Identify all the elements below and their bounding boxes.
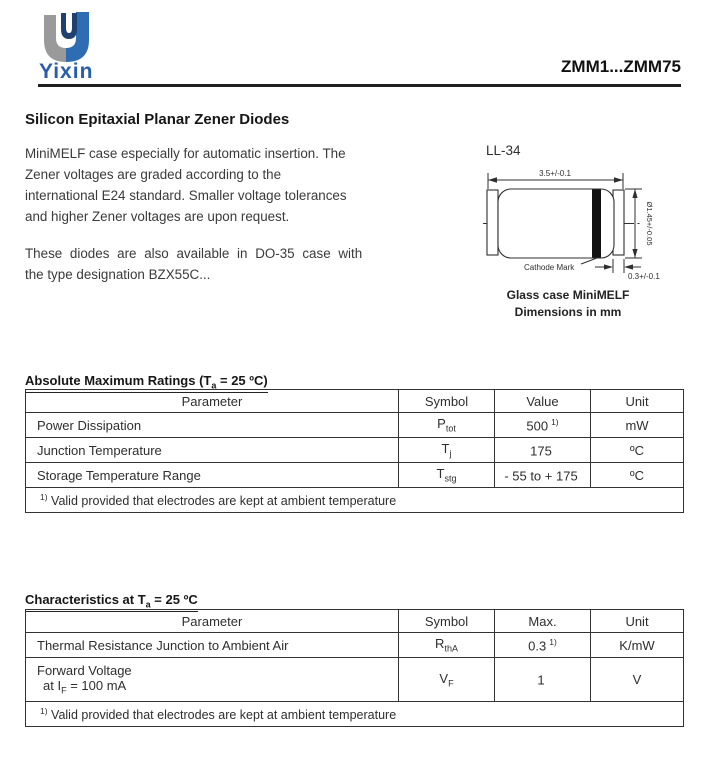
page-title: ZMM1...ZMM75 xyxy=(561,57,681,76)
col-header-symbol: Symbol xyxy=(399,390,495,413)
value-text: 175 xyxy=(530,443,552,459)
col-header-symbol: Symbol xyxy=(399,610,495,633)
paragraph-line: and higher Zener voltages are upon request. xyxy=(25,209,290,224)
intro-paragraph-2 xyxy=(25,243,427,285)
cell-symbol xyxy=(399,633,495,658)
value-footnote-ref: 1) xyxy=(551,416,559,427)
symbol-base: R xyxy=(435,636,445,652)
section-heading: Silicon Epitaxial Planar Zener Diodes xyxy=(25,111,290,128)
parameter-line: Forward Voltage xyxy=(37,663,132,679)
company-logo xyxy=(36,6,114,84)
col-header-parameter: Parameter xyxy=(26,610,399,633)
symbol-base: P xyxy=(437,416,446,432)
arrow-left-icon xyxy=(488,177,497,182)
header-rule xyxy=(38,84,681,87)
footnote-text: Valid provided that electrodes are kept at ambient temperature xyxy=(47,708,397,723)
package-outline-drawing xyxy=(483,140,683,290)
table-row xyxy=(26,413,684,438)
cell-symbol xyxy=(399,658,495,702)
title-text: = 25 ºC xyxy=(150,592,198,607)
title-text: Characteristics at T xyxy=(25,592,146,607)
value-footnote-ref: 1) xyxy=(549,636,557,647)
paragraph-line: MiniMELF case especially for automatic insertion. The xyxy=(25,146,346,161)
footnote-text: Valid provided that electrodes are kept at ambient temperature xyxy=(47,494,397,509)
value-text: 1 xyxy=(537,672,545,688)
intro-paragraph-1 xyxy=(25,143,427,227)
value-text: 500 xyxy=(526,418,549,434)
cell-symbol xyxy=(399,413,495,438)
symbol-subscript: stg xyxy=(444,473,457,484)
arrow-down-icon xyxy=(632,249,637,258)
title-subscript: a xyxy=(145,599,151,610)
cell-unit: mW xyxy=(591,413,684,438)
table-row xyxy=(26,633,684,658)
title-text: = 25 ºC) xyxy=(216,373,268,388)
cell-unit: K/mW xyxy=(591,633,684,658)
cell-symbol xyxy=(399,463,495,488)
col-header-value: Value xyxy=(495,390,591,413)
paragraph-line: international E24 standard. Smaller voltage tolerances xyxy=(25,188,347,203)
footnote-ref: 1) xyxy=(40,705,48,716)
condition-text: at I xyxy=(43,678,62,694)
symbol-subscript: j xyxy=(449,448,452,459)
arrow-left-icon xyxy=(624,264,633,269)
cell-symbol xyxy=(399,438,495,463)
cell-unit: V xyxy=(591,658,684,702)
symbol-subscript: tot xyxy=(445,423,456,434)
cell-value xyxy=(495,413,591,438)
arrow-up-icon xyxy=(632,189,637,198)
caption-line: Dimensions in mm xyxy=(514,305,622,319)
table-row xyxy=(26,438,684,463)
cell-unit: ºC xyxy=(591,438,684,463)
cap-dimension-label: 0.3+/-0.1 xyxy=(628,272,660,281)
footnote-row xyxy=(26,702,684,727)
value-text: - 55 to + 175 xyxy=(504,468,578,484)
package-caption xyxy=(478,287,658,321)
cell-parameter: Junction Temperature xyxy=(26,438,399,463)
caption-line: Glass case MiniMELF xyxy=(506,288,630,302)
arrow-right-icon xyxy=(614,177,623,182)
cell-value xyxy=(495,658,591,702)
title-text: Absolute Maximum Ratings (T xyxy=(25,373,212,388)
cathode-band xyxy=(592,190,601,258)
parameter-line xyxy=(37,678,398,696)
logo-u-inner xyxy=(61,13,77,39)
title-subscript: a xyxy=(211,380,217,391)
value-text: 0.3 xyxy=(528,638,547,654)
right-terminal-cap xyxy=(613,190,624,255)
table-footnote xyxy=(26,488,684,513)
length-dimension-label: 3.5+/-0.1 xyxy=(539,169,571,178)
footnote-ref: 1) xyxy=(40,491,48,502)
logo-wordmark: Yixin xyxy=(39,60,94,83)
cathode-mark-label: Cathode Mark xyxy=(524,263,575,272)
header-row xyxy=(26,390,684,413)
col-header-unit: Unit xyxy=(591,390,684,413)
paragraph-line: These diodes are also available in DO-35 case with xyxy=(25,246,363,261)
cell-parameter: Power Dissipation xyxy=(26,413,399,438)
cell-parameter: Storage Temperature Range xyxy=(26,463,399,488)
abs-max-table xyxy=(25,389,684,513)
table-row xyxy=(26,463,684,488)
arrow-right-icon xyxy=(604,264,613,269)
footnote-row xyxy=(26,488,684,513)
paragraph-line: the type designation BZX55C... xyxy=(25,267,211,282)
symbol-base: V xyxy=(439,670,449,686)
cell-value xyxy=(495,463,591,488)
condition-text: = 100 mA xyxy=(66,678,127,694)
table-row xyxy=(26,658,684,702)
characteristics-table xyxy=(25,609,684,727)
col-header-max: Max. xyxy=(495,610,591,633)
symbol-base: T xyxy=(436,466,445,482)
cell-value xyxy=(495,633,591,658)
cell-unit: ºC xyxy=(591,463,684,488)
cell-parameter xyxy=(26,658,399,702)
col-header-parameter: Parameter xyxy=(26,390,399,413)
diameter-dimension-label: Ø1.45+/-0.05 xyxy=(645,201,654,246)
col-header-unit: Unit xyxy=(591,610,684,633)
table-footnote xyxy=(26,702,684,727)
symbol-subscript: F xyxy=(448,678,454,689)
package-name-label: LL-34 xyxy=(486,143,521,158)
cell-parameter: Thermal Resistance Junction to Ambient Air xyxy=(26,633,399,658)
header-row xyxy=(26,610,684,633)
leader-line xyxy=(581,258,597,264)
cell-value xyxy=(495,438,591,463)
paragraph-line: Zener voltages are graded according to the xyxy=(25,167,282,182)
condition-subscript: F xyxy=(61,685,67,696)
symbol-subscript: thA xyxy=(444,643,458,654)
left-terminal-cap xyxy=(487,190,498,255)
symbol-base: T xyxy=(441,441,450,457)
